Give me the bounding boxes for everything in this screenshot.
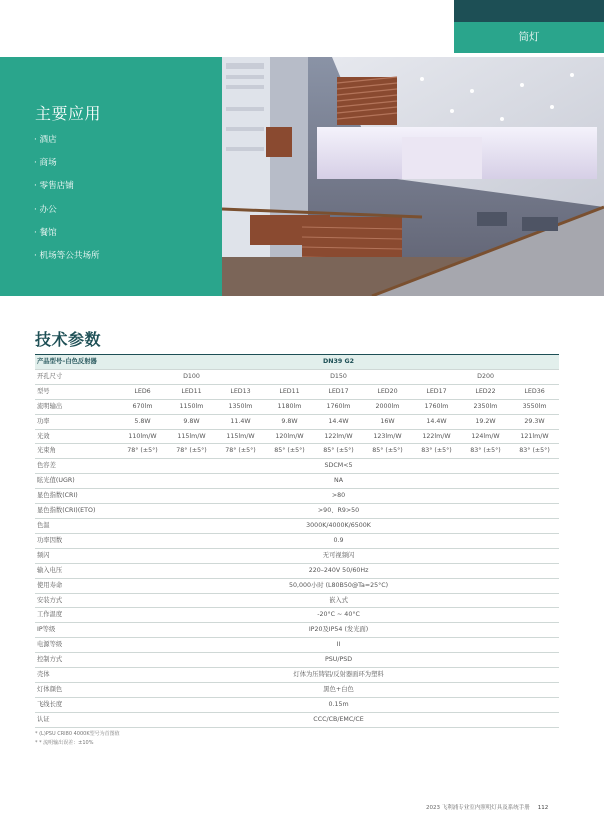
spec-value: >90、R9>50 bbox=[118, 504, 559, 519]
application-item: · 酒店 bbox=[34, 133, 100, 156]
spec-cell: 121lm/W bbox=[510, 429, 559, 444]
table-row bbox=[35, 489, 559, 504]
spec-cell: 11.4W bbox=[216, 414, 265, 429]
row-label: 使用寿命 bbox=[35, 578, 118, 593]
row-label: 电源等级 bbox=[35, 638, 118, 653]
application-item: · 办公 bbox=[34, 203, 100, 226]
table-row bbox=[35, 459, 559, 474]
spec-value: 50,000小时 (L80B50@Ta=25°C) bbox=[118, 578, 559, 593]
row-label: 开孔尺寸 bbox=[35, 369, 118, 384]
spec-value: >80 bbox=[118, 489, 559, 504]
spec-cell: 1180lm bbox=[265, 399, 314, 414]
table-row bbox=[35, 623, 559, 638]
spec-cell: 14.4W bbox=[314, 414, 363, 429]
row-label: 飞线长度 bbox=[35, 697, 118, 712]
spec-cell: LED17 bbox=[412, 384, 461, 399]
spec-cell: 110lm/W bbox=[118, 429, 167, 444]
specs-title: 技术参数 bbox=[35, 330, 102, 349]
applications-title: 主要应用 bbox=[35, 104, 102, 123]
table-row bbox=[35, 384, 559, 399]
spec-cell: 83° (±5°) bbox=[412, 444, 461, 459]
row-label: 眩光值(UGR) bbox=[35, 474, 118, 489]
table-row bbox=[35, 399, 559, 414]
spec-value: 灯体为压铸铝/反射器面环为塑料 bbox=[118, 668, 559, 683]
spec-value: NA bbox=[118, 474, 559, 489]
table-row bbox=[35, 474, 559, 489]
row-label: 流明输出 bbox=[35, 399, 118, 414]
applications-panel bbox=[0, 57, 222, 296]
spec-cell: LED36 bbox=[510, 384, 559, 399]
spec-cell: 1760lm bbox=[412, 399, 461, 414]
table-row bbox=[35, 682, 559, 697]
spec-cell: 2000lm bbox=[363, 399, 412, 414]
row-label: 认证 bbox=[35, 712, 118, 727]
row-label: 工作温度 bbox=[35, 608, 118, 623]
application-item: · 零售店铺 bbox=[34, 179, 100, 202]
table-row bbox=[35, 578, 559, 593]
cutout-group: D200 bbox=[412, 369, 559, 384]
row-label: 输入电压 bbox=[35, 563, 118, 578]
spec-value: IP20及IP54 (发光面) bbox=[118, 623, 559, 638]
header-dark-band bbox=[454, 0, 604, 22]
spec-cell: 120lm/W bbox=[265, 429, 314, 444]
table-row bbox=[35, 653, 559, 668]
row-label: 显色指数(CRI) bbox=[35, 489, 118, 504]
spec-table bbox=[35, 354, 559, 728]
row-label: 色温 bbox=[35, 518, 118, 533]
row-label: 显色指数(CRI)(ETO) bbox=[35, 504, 118, 519]
table-row bbox=[35, 504, 559, 519]
spec-cell: 1760lm bbox=[314, 399, 363, 414]
footnote: * * 流明输出误差：±10% bbox=[35, 740, 94, 746]
application-item: · 餐馆 bbox=[34, 226, 100, 249]
table-row bbox=[35, 414, 559, 429]
spec-cell: 19.2W bbox=[461, 414, 510, 429]
row-label: 色容差 bbox=[35, 459, 118, 474]
spec-value: 嵌入式 bbox=[118, 593, 559, 608]
spec-cell: 85° (±5°) bbox=[314, 444, 363, 459]
spec-cell: LED11 bbox=[167, 384, 216, 399]
table-row bbox=[35, 533, 559, 548]
spec-header-label: 产品型号–白色反射器 bbox=[35, 355, 118, 370]
spec-cell: 122lm/W bbox=[412, 429, 461, 444]
spec-cell: LED20 bbox=[363, 384, 412, 399]
variant-rows bbox=[35, 384, 559, 459]
spec-value: PSU/PSD bbox=[118, 653, 559, 668]
cutout-group: D150 bbox=[265, 369, 412, 384]
spec-cell: 83° (±5°) bbox=[461, 444, 510, 459]
catalog-title: 2023 飞利浦专业室内照明灯具及系统手册 bbox=[426, 805, 530, 811]
spec-value: 0.15m bbox=[118, 697, 559, 712]
application-item: · 商场 bbox=[34, 156, 100, 179]
row-label: 控制方式 bbox=[35, 653, 118, 668]
spec-cell: 9.8W bbox=[265, 414, 314, 429]
spec-value: 无可视频闪 bbox=[118, 548, 559, 563]
row-label: 功率因数 bbox=[35, 533, 118, 548]
spec-cell: 2350lm bbox=[461, 399, 510, 414]
spec-cell: 1150lm bbox=[167, 399, 216, 414]
spec-cell: 14.4W bbox=[412, 414, 461, 429]
spec-value: SDCM<5 bbox=[118, 459, 559, 474]
table-row bbox=[35, 638, 559, 653]
spec-cell: 9.8W bbox=[167, 414, 216, 429]
table-row bbox=[35, 608, 559, 623]
page-number: 112 bbox=[537, 805, 549, 811]
row-label: 功率 bbox=[35, 414, 118, 429]
spec-cell: 1350lm bbox=[216, 399, 265, 414]
common-rows bbox=[35, 459, 559, 727]
table-row bbox=[35, 518, 559, 533]
row-label: 光效 bbox=[35, 429, 118, 444]
spec-cell: 670lm bbox=[118, 399, 167, 414]
spec-cell: 78° (±5°) bbox=[167, 444, 216, 459]
spec-value: -20°C ~ 40°C bbox=[118, 608, 559, 623]
table-row bbox=[35, 712, 559, 727]
spec-cell: 5.8W bbox=[118, 414, 167, 429]
row-label: 安装方式 bbox=[35, 593, 118, 608]
table-row bbox=[35, 563, 559, 578]
spec-cell: 122lm/W bbox=[314, 429, 363, 444]
table-row bbox=[35, 668, 559, 683]
table-row bbox=[35, 369, 559, 384]
row-label: 型号 bbox=[35, 384, 118, 399]
spec-cell: 115lm/W bbox=[216, 429, 265, 444]
table-row bbox=[35, 697, 559, 712]
spec-cell: 85° (±5°) bbox=[363, 444, 412, 459]
category-tab: 筒灯 bbox=[454, 22, 604, 53]
table-row bbox=[35, 429, 559, 444]
cutout-group: D100 bbox=[118, 369, 265, 384]
row-label: 光束角 bbox=[35, 444, 118, 459]
hotel-atrium-photo bbox=[222, 57, 604, 296]
spec-cell: 3550lm bbox=[510, 399, 559, 414]
spec-value: 3000K/4000K/6500K bbox=[118, 518, 559, 533]
footnotes bbox=[35, 730, 120, 748]
spec-cell: 85° (±5°) bbox=[265, 444, 314, 459]
spec-cell: 115lm/W bbox=[167, 429, 216, 444]
spec-cell: 16W bbox=[363, 414, 412, 429]
footnote: * (L)PSU CRI80 4000K型号为首图值 bbox=[35, 731, 120, 737]
table-row bbox=[35, 444, 559, 459]
spec-cell: LED22 bbox=[461, 384, 510, 399]
spec-cell: 83° (±5°) bbox=[510, 444, 559, 459]
spec-cell: LED11 bbox=[265, 384, 314, 399]
spec-cell: 78° (±5°) bbox=[118, 444, 167, 459]
page-footer bbox=[426, 803, 548, 811]
spec-value: 220–240V 50/60Hz bbox=[118, 563, 559, 578]
row-label: 壳体 bbox=[35, 668, 118, 683]
row-label: 灯体颜色 bbox=[35, 682, 118, 697]
spec-cell: LED6 bbox=[118, 384, 167, 399]
spec-value: 0.9 bbox=[118, 533, 559, 548]
application-item: · 机场等公共场所 bbox=[34, 249, 100, 272]
spec-value: II bbox=[118, 638, 559, 653]
row-label: IP等级 bbox=[35, 623, 118, 638]
spec-cell: 124lm/W bbox=[461, 429, 510, 444]
spec-cell: LED13 bbox=[216, 384, 265, 399]
spec-cell: 123lm/W bbox=[363, 429, 412, 444]
table-row bbox=[35, 593, 559, 608]
row-label: 频闪 bbox=[35, 548, 118, 563]
spec-header-row bbox=[35, 355, 559, 370]
spec-value: 黑色+白色 bbox=[118, 682, 559, 697]
spec-header-model: DN39 G2 bbox=[118, 355, 559, 370]
spec-cell: 29.3W bbox=[510, 414, 559, 429]
applications-list bbox=[34, 133, 100, 272]
spec-value: CCC/CB/EMC/CE bbox=[118, 712, 559, 727]
spec-cell: 78° (±5°) bbox=[216, 444, 265, 459]
table-row bbox=[35, 548, 559, 563]
spec-cell: LED17 bbox=[314, 384, 363, 399]
